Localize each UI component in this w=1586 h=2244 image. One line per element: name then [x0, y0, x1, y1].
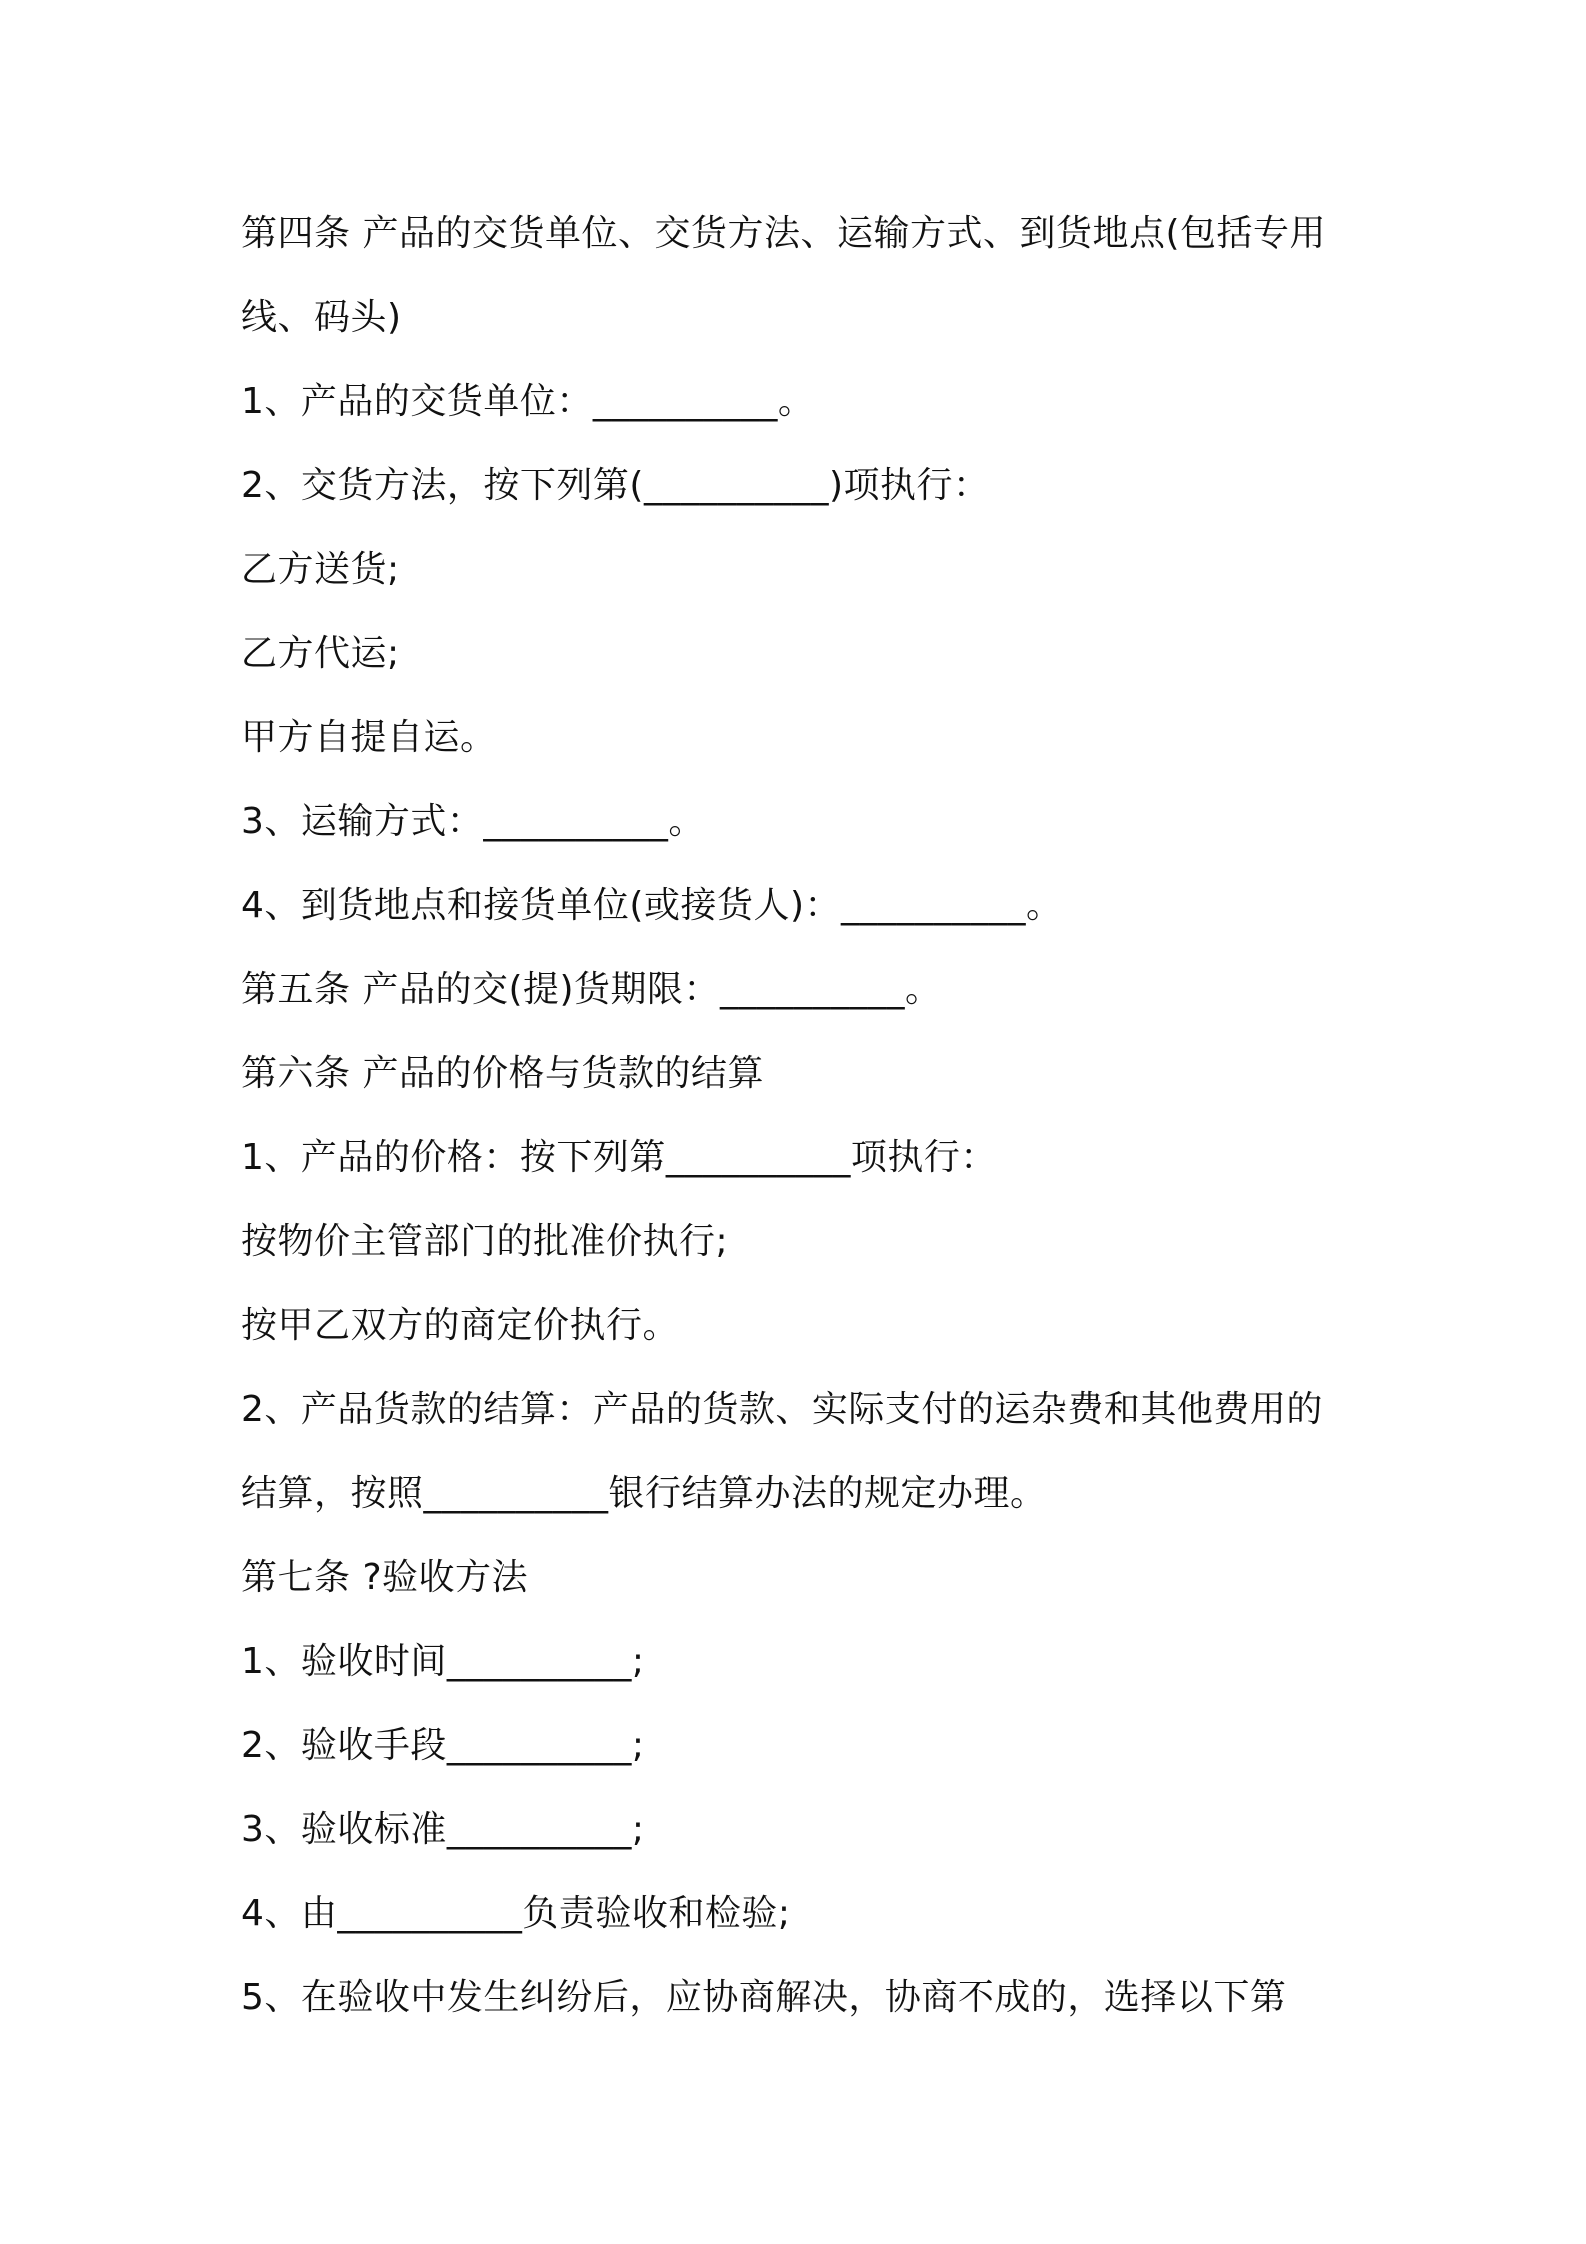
- inspection-responsible-clause: 4、由__________负责验收和检验;: [241, 1893, 791, 1934]
- dispute-clause: 5、在验收中发生纠纷后，应协商解决，协商不成的，选择以下第: [241, 1977, 1287, 2018]
- article-6-heading: 第六条 产品的价格与货款的结算: [241, 1053, 764, 1094]
- article-4-heading: 第四条 产品的交货单位、交货方法、运输方式、到货地点(包括专用: [241, 213, 1326, 254]
- arrival-location-clause: 4、到货地点和接货单位(或接货人)：__________。: [241, 885, 1063, 926]
- delivery-option-buyer-picks-up: 甲方自提自运。: [241, 717, 497, 758]
- delivery-option-seller-ships: 乙方代运;: [241, 633, 400, 674]
- delivery-unit-clause: 1、产品的交货单位：__________。: [241, 381, 815, 422]
- transport-method-clause: 3、运输方式：__________。: [241, 801, 705, 842]
- settlement-clause: 2、产品货款的结算：产品的货款、实际支付的运杂费和其他费用的: [241, 1389, 1323, 1430]
- price-clause: 1、产品的价格：按下列第__________项执行：: [241, 1137, 997, 1178]
- price-option-approved: 按物价主管部门的批准价执行;: [241, 1221, 729, 1262]
- delivery-method-clause: 2、交货方法，按下列第(__________)项执行：: [241, 465, 990, 506]
- price-option-negotiated: 按甲乙双方的商定价执行。: [241, 1305, 680, 1346]
- article-5-heading: 第五条 产品的交(提)货期限：__________。: [241, 969, 942, 1010]
- settlement-clause-continued: 结算，按照__________银行结算办法的规定办理。: [241, 1473, 1047, 1514]
- article-4-heading-continued: 线、码头): [241, 297, 402, 338]
- article-7-heading: 第七条 ?验收方法: [241, 1557, 529, 1598]
- document-body: [241, 192, 1361, 2040]
- inspection-means-clause: 2、验收手段__________;: [241, 1725, 645, 1766]
- inspection-standard-clause: 3、验收标准__________;: [241, 1809, 645, 1850]
- delivery-option-seller-delivers: 乙方送货;: [241, 549, 400, 590]
- inspection-time-clause: 1、验收时间__________;: [241, 1641, 645, 1682]
